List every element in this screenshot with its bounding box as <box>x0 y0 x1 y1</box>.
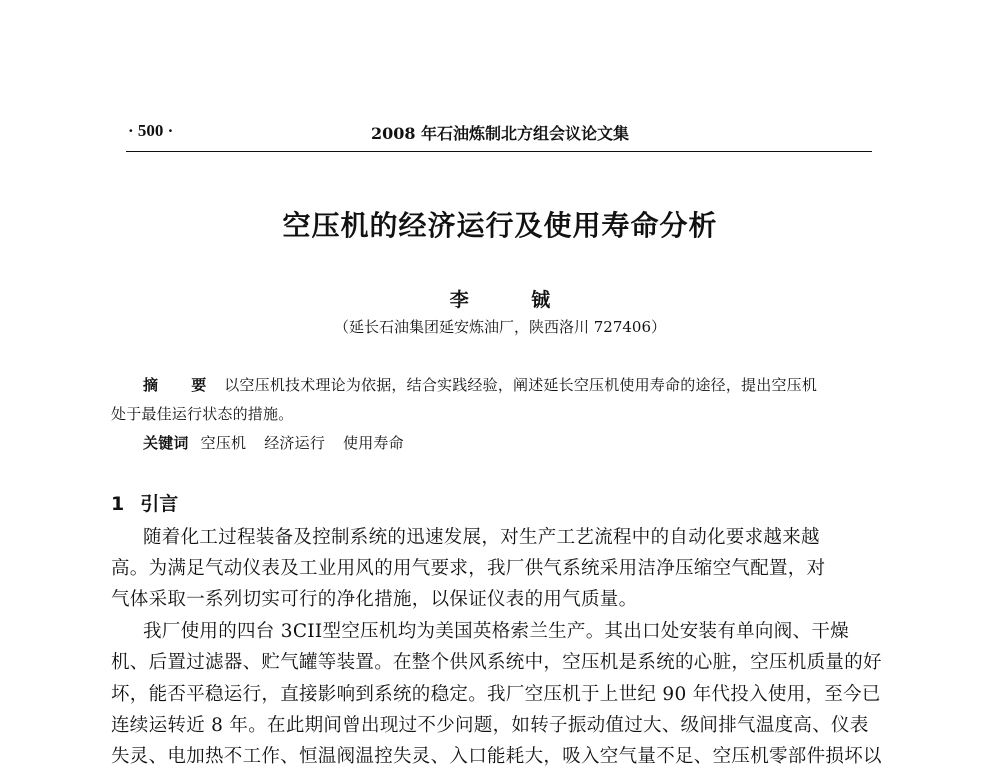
keyword: 使用寿命 <box>343 434 404 452</box>
body-line: 坏，能否平稳运行，直接影响到系统的稳定。我厂空压机于上世纪 90 年代投入使用，至今已 <box>111 684 881 705</box>
running-header: 2008 年石油炼制北方组会议论文集 <box>370 124 630 143</box>
keywords-line <box>143 432 422 453</box>
paper-title: 空压机的经济运行及使用寿命分析 <box>282 209 718 242</box>
keyword: 空压机 <box>200 434 247 452</box>
body-line: 我厂使用的四台 3CII型空压机均为美国英格索兰生产。其出口处安装有单向阀、干燥 <box>143 621 849 642</box>
page-number: · 500 · <box>128 121 174 140</box>
body-line: 高。为满足气动仪表及工业用风的用气要求，我厂供气系统采用洁净压缩空气配置，对 <box>111 558 826 579</box>
body-line: 随着化工过程装备及控制系统的迅速发展，对生产工艺流程中的自动化要求越来越 <box>143 527 820 548</box>
section-number: 1 <box>111 493 125 515</box>
author-name: 李 铖 <box>449 289 579 311</box>
abstract-label: 摘 要 <box>143 376 221 394</box>
keywords-label: 关键词 <box>143 434 189 452</box>
body-line: 失灵、电加热不工作、恒温阀温控失灵、入口能耗大，吸入空气量不足、空压机零部件损坏以 <box>111 746 882 767</box>
abstract-text: 以空压机技术理论为依据，结合实践经验，阐述延长空压机使用寿命的途径，提出空压机 <box>224 376 818 394</box>
body-line: 气体采取一系列切实可行的净化措施，以保证仪表的用气质量。 <box>111 589 638 610</box>
affiliation: （延长石油集团延安炼油厂，陕西洛川 727406） <box>333 318 667 336</box>
abstract-line: 处于最佳运行状态的措施。 <box>111 405 294 423</box>
keyword: 经济运行 <box>264 434 326 452</box>
abstract-line <box>143 374 817 395</box>
body-line: 机、后置过滤器、贮气罐等装置。在整个供风系统中，空压机是系统的心脏，空压机质量的好 <box>111 652 882 673</box>
section-title: 引言 <box>140 493 179 515</box>
body-line: 连续运转近 8 年。在此期间曾出现过不少问题，如转子振动值过大、级间排气温度高、仪表 <box>111 715 869 736</box>
header-rule <box>126 151 872 152</box>
section-heading <box>111 489 178 516</box>
